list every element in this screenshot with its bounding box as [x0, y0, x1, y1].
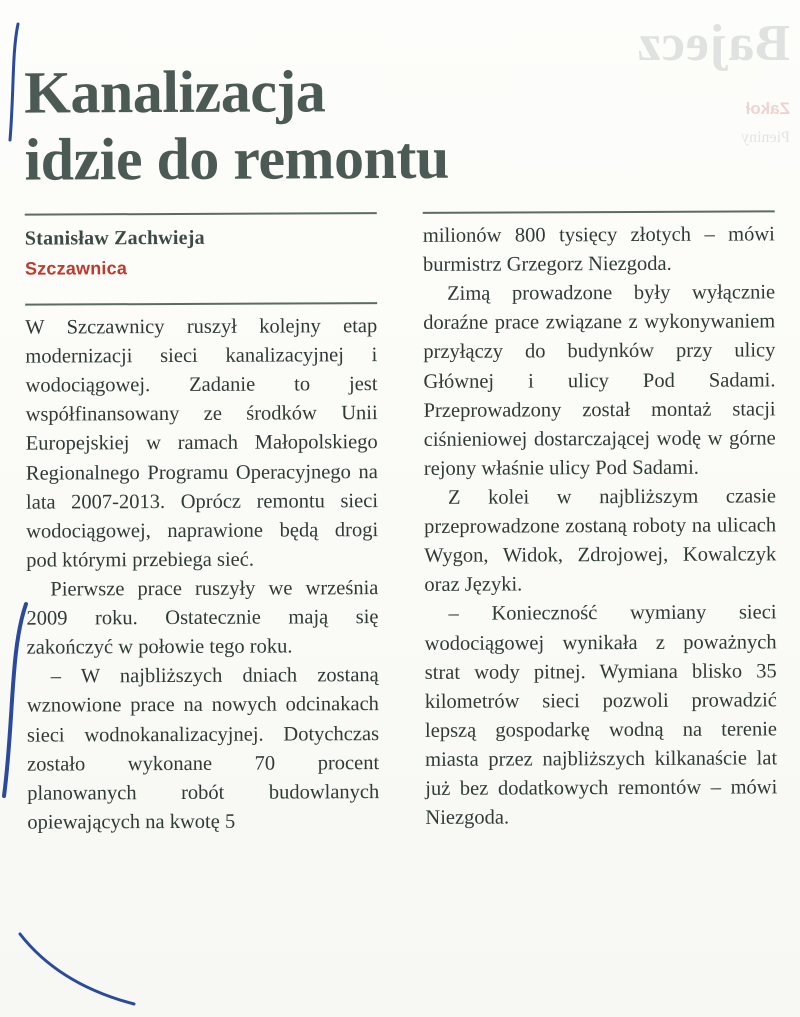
paragraph: Zimą prowadzone były wyłącznie doraźne prace związane z wykonywaniem przyłączy do budynków przy ulicy Głównej i ulicy Pod Sadami. Przeprowadzony został montaż stacji ciśnieniowej dostarczającej wodę w górne rejony właśnie ulicy Pod Sadami. — [423, 281, 776, 480]
headline-line-2: idzie do remontu — [24, 125, 449, 194]
divider-left-top — [25, 212, 377, 216]
pen-mark-top-icon — [6, 22, 26, 142]
showthrough-line-3: Pieniny — [741, 129, 790, 146]
paragraph: – W najbliższych dniach zostaną wznowione prace na nowych odcinakach sieci wodnokanalizacyjnej. Dotychczas zostało wykonane 70 procent planowanych robót budowlanych opiewających na kwotę 5 — [26, 664, 380, 834]
paragraph: Pierwsze prace ruszyły we września 2009 roku. Ostatecznie mają się zakończyć w połowie tego roku. — [26, 577, 379, 659]
divider-right-top — [423, 210, 775, 214]
pen-mark-bottom-icon — [18, 930, 138, 1010]
paragraph: Z kolei w najbliższym czasie przeprowadzone zostaną roboty na ulicach Wygon, Widok, Zdrojowej, Kowalczyk oraz Języki. — [424, 485, 777, 597]
article-headline — [24, 57, 765, 195]
byline-location: Szczawnica — [24, 258, 128, 279]
paragraph: milionów 800 tysięcy złotych – mówi burmistrz Grzegorz Niezgoda. — [422, 223, 775, 277]
paragraph: – Konieczność wymiany sieci wodociągowej wynikała z poważnych strat wody pitnej. Wymiana blisko 35 kilometrów sieci pozwoli prowadzić lepszą gospodarkę wodną na terenie miasta przez najbliższych kilkanaście lat już bez dodatkowych remontów – mówi Niezgoda. — [424, 601, 778, 830]
article-column-right — [423, 220, 778, 833]
byline-author: Stanisław Zachwieja — [24, 226, 205, 250]
headline-line-1: Kanalizacja — [24, 58, 326, 126]
showthrough-line-2: Zakoł — [745, 99, 790, 118]
showthrough-line-1: Bajecz — [636, 15, 790, 72]
byline — [25, 226, 377, 280]
divider-left-middle — [25, 302, 377, 306]
article-column-left — [25, 312, 379, 837]
paragraph: W Szczawnicy ruszył kolejny etap modernizacji sieci kanalizacyjnej i wodociągowej. Zadanie to jest współfinansowany ze środków Unii Europejskiej w ramach Małopolskiego Regionalnego Programu Operacyjnego na lata 2007-2013. Oprócz remontu sieci wodociągowej, naprawione będą drogi pod którymi przebiega sieć. — [25, 315, 379, 572]
